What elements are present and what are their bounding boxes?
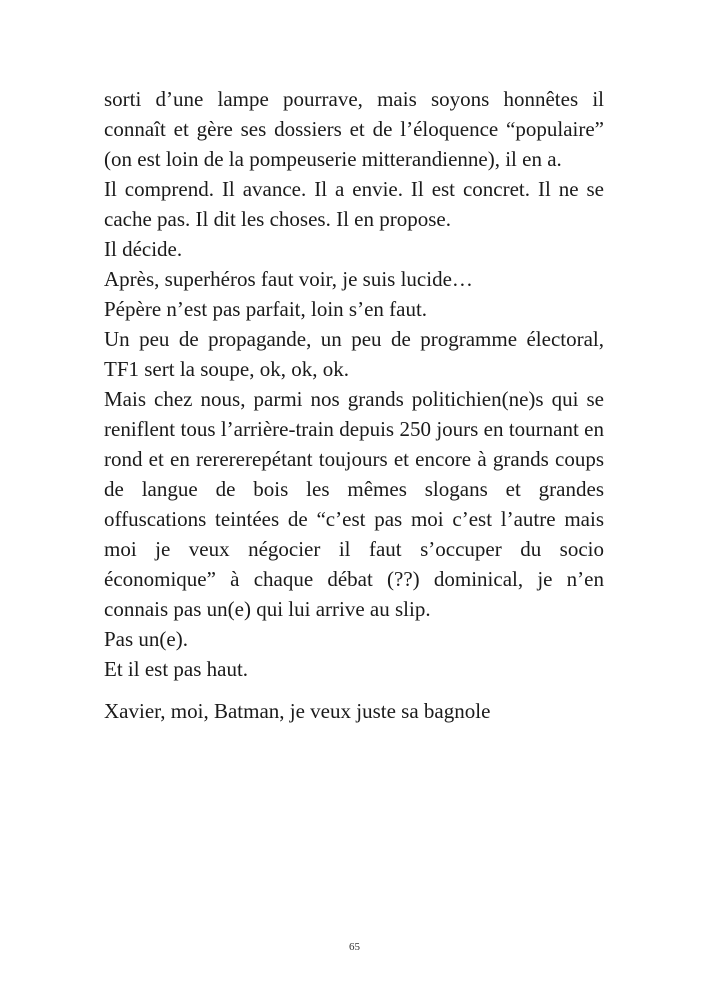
paragraph-4: Après, superhéros faut voir, je suis lucide… <box>104 267 473 291</box>
paragraph-5: Pépère n’est pas parfait, loin s’en faut. <box>104 297 428 321</box>
page-number: 65 <box>349 941 360 953</box>
paragraph-9: Et il est pas haut. <box>104 657 249 681</box>
paragraph-3: Il décide. <box>104 237 183 261</box>
paragraph-6: Un peu de propagande, un peu de programme électoral, TF1 sert la soupe, ok, ok, ok. <box>104 327 604 381</box>
paragraph-7: Mais chez nous, parmi nos grands politichien(ne)s qui se reniflent tous l’arrière-train depuis 250 jours en tournant en rond et en rerererepétant toujours et encore à grands coups de langue de bois les mêmes slogans et grandes offuscations teintées de “c’est pas moi c’est l’autre mais moi je veux négocier il faut s’occuper du socio économique” à chaque débat (??) dominical, je n’en connais pas un(e) qui lui arrive au slip. <box>104 387 604 621</box>
paragraph-spacer <box>104 684 604 696</box>
paragraph-1: sorti d’une lampe pourrave, mais soyons honnêtes il connaît et gère ses dossiers et de l’éloquence “populaire” (on est loin de la pompeuserie mitterandienne), il en a. <box>104 87 604 171</box>
closing-line: Xavier, moi, Batman, je veux juste sa bagnole <box>104 699 491 723</box>
paragraph-2: Il comprend. Il avance. Il a envie. Il est concret. Il ne se cache pas. Il dit les choses. Il en propose. <box>104 177 604 231</box>
paragraph-8: Pas un(e). <box>104 627 188 651</box>
page-body <box>104 84 604 726</box>
